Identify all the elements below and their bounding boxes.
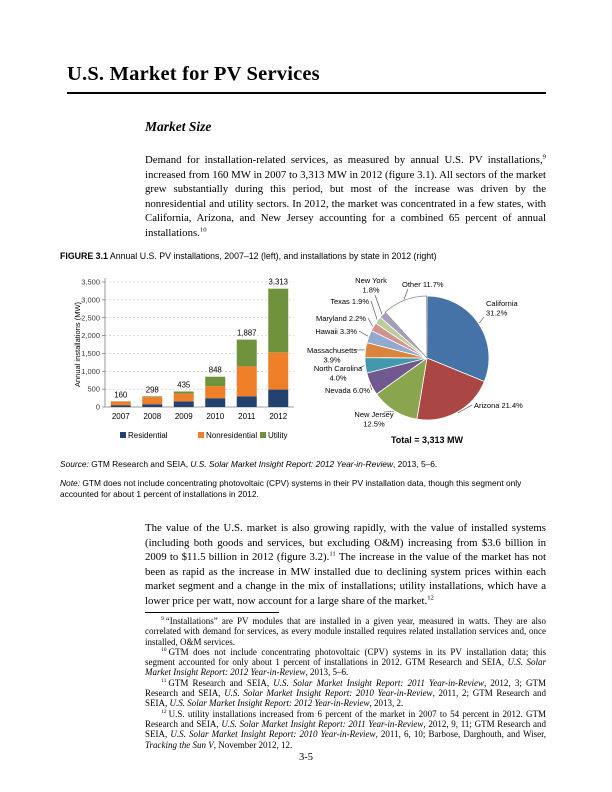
footnote-text: GTM Research and SEIA, U.S. Solar Market Insight Report: 2011 Year-in-Review, 2012, 3; GTM Research and SEIA, U.S. Solar Market Insight Report: 2010 Year-in-Review, 2011, 2; GTM Research and SEIA, U.S. Solar Market Insight Report: 2012 Year-in-Review, 2013, 2. bbox=[145, 677, 546, 709]
y-tick-label: 0 bbox=[95, 402, 100, 412]
bar-segment bbox=[237, 396, 257, 407]
footnote-text: GTM does not include concentrating photovoltaic (CPV) systems in its PV installation data; this segment accounted for only about 1 percent of installations in 2012. GTM Research and SEIA, U.S. Solar Market Insight Report: 2012 Year-in-Review, 2013, 5–6. bbox=[145, 646, 546, 678]
x-category-label: 2012 bbox=[269, 412, 288, 421]
legend-label: Residential bbox=[128, 431, 168, 440]
pie-slice-label: New Jersey bbox=[354, 410, 394, 419]
pie-slice-label: Arizona 21.4% bbox=[474, 401, 523, 410]
x-category-label: 2008 bbox=[143, 412, 162, 421]
pie-leader-line bbox=[371, 301, 377, 320]
y-tick-label: 500 bbox=[87, 384, 100, 394]
footnote bbox=[145, 616, 546, 647]
bar-segment bbox=[111, 402, 131, 406]
pie-leader-line bbox=[359, 331, 368, 336]
pie-slice-pct: 31.2% bbox=[486, 308, 508, 318]
footnote-marker: 10 bbox=[161, 646, 167, 653]
x-category-label: 2011 bbox=[238, 412, 256, 421]
y-tick-label: 2,000 bbox=[81, 331, 100, 341]
bar-total-label: 848 bbox=[208, 365, 222, 375]
title-rule bbox=[67, 92, 546, 94]
legend-label: Nonresidential bbox=[206, 431, 258, 440]
bar-segment bbox=[205, 398, 225, 407]
legend-swatch bbox=[260, 432, 266, 438]
footnote bbox=[145, 678, 546, 709]
footnote-rule bbox=[145, 612, 279, 613]
legend-label: Utility bbox=[268, 431, 288, 440]
x-category-label: 2010 bbox=[206, 412, 225, 421]
bar-total-label: 1,887 bbox=[236, 328, 257, 338]
source-line: Source: GTM Research and SEIA, U.S. Solar Market Insight Report: 2012 Year-in-Review, 2013, 5–6. bbox=[60, 459, 438, 469]
footnote bbox=[145, 647, 546, 678]
pie-total-label: Total = 3,313 MW bbox=[390, 435, 464, 445]
y-axis-title: Annual installations (MW) bbox=[73, 301, 82, 388]
bar-segment bbox=[237, 340, 257, 367]
pie-slice-label: California bbox=[486, 299, 518, 308]
bar-total-label: 160 bbox=[114, 390, 128, 400]
page-title: U.S. Market for PV Services bbox=[67, 63, 320, 85]
figure-caption bbox=[60, 251, 580, 261]
body-paragraph-1: Demand for installation-related services, as measured by annual U.S. PV installations,$^9$ increased from 160 MW in 2007 to 3,313 MW in 2012 (figure 3.1). All sectors of the market grew substantially during this period, but most of the increase was driven by the nonresidential and utility sectors. In 2012, the market was concentrated in a few states, with California, Arizona, and New Jersey accounting for a combined 65 percent of annual installations.$^{10}$ bbox=[145, 153, 546, 239]
pie-slice-label: Nevada 6.0% bbox=[324, 386, 370, 395]
bar-segment bbox=[268, 352, 288, 389]
bar-segment bbox=[174, 401, 194, 407]
bar-segment bbox=[174, 394, 194, 402]
footnote-marker: 12 bbox=[161, 708, 167, 715]
footnote-marker: 9 bbox=[161, 616, 164, 622]
pie-leader-line bbox=[479, 317, 484, 323]
legend-swatch bbox=[120, 432, 126, 438]
bar-total-label: 3,313 bbox=[268, 277, 289, 287]
pie-slice-label: New York bbox=[355, 276, 387, 285]
x-category-label: 2007 bbox=[111, 412, 130, 421]
pie-slice-label: Maryland 2.2% bbox=[315, 314, 366, 323]
bar-total-label: 435 bbox=[177, 380, 191, 390]
page-number: 3-5 bbox=[299, 752, 313, 763]
pie-slice-pct: 12.5% bbox=[363, 419, 385, 429]
pie-slice-label: Other 11.7% bbox=[402, 280, 444, 289]
bar-total-label: 298 bbox=[145, 385, 159, 395]
bar-segment bbox=[142, 396, 162, 397]
bar-chart bbox=[72, 272, 310, 454]
bar-segment bbox=[268, 289, 288, 353]
bar-segment bbox=[205, 377, 225, 386]
pie-slice-pct: 3.9% bbox=[323, 355, 341, 365]
bar-segment bbox=[237, 366, 257, 396]
pie-slice-pct: 4.0% bbox=[329, 373, 347, 383]
x-category-label: 2009 bbox=[174, 412, 193, 421]
bar-segment bbox=[205, 386, 225, 398]
footnote-block bbox=[145, 616, 546, 750]
y-tick-label: 3,000 bbox=[81, 295, 100, 305]
note-line: Note: GTM does not include concentrating photovoltaic (CPV) systems in their PV installation data, though this segment only accounted for about 1 percent of installations in 2012. bbox=[60, 478, 522, 499]
pie-slice-label: Hawaii 3.3% bbox=[315, 327, 357, 336]
y-tick-label: 1,000 bbox=[81, 366, 100, 376]
y-tick-label: 1,500 bbox=[81, 349, 100, 359]
footnote-text: U.S. utility installations increased from 6 percent of the market in 2007 to 54 percent in 2012. GTM Research and SEIA, U.S. Solar Market Insight Report: 2011 Year-in-Review, 2012, 9, 11; GTM Research and SEIA, U.S. Solar Market Insight Report: 2010 Year-in-Review, 2011, 6, 10; Barbose, Darghouth, and Wiser, Tracking the Sun V, November 2012, 12. bbox=[145, 708, 546, 750]
figure-caption-text: Annual U.S. PV installations, 2007–12 (left), and installations by state in 2012 (right) bbox=[109, 251, 437, 261]
body-paragraph-2: The value of the U.S. market is also growing rapidly, with the value of installed systems (including both goods and services, but excluding O&M) increasing from $3.6 billion in 2009 to $11.5 billion in 2012 (figure 3.2).$^{11}$ The increase in the value of the market has not been as rapid as the increase in MW installed due to declining system prices within each market segment and a change in the mix of installations; utility installations, which have a lower price per watt, now account for a large share of the market.$^{12}$ bbox=[145, 522, 546, 607]
pie-slice-label: Texas 1.9% bbox=[330, 297, 369, 306]
y-tick-label: 2,500 bbox=[81, 313, 100, 323]
y-tick-label: 3,500 bbox=[81, 277, 100, 287]
bar-segment bbox=[268, 390, 288, 407]
figure-caption-label: FIGURE 3.1 bbox=[60, 251, 108, 261]
pie-leader-line bbox=[368, 318, 373, 326]
pie-leader-line bbox=[375, 295, 382, 314]
footnote-text: “Installations” are PV modules that are installed in a given year, measured in watts. They are also correlated with demand for services, as every module installed requires related installation services and, once installed, O&M services. bbox=[145, 616, 546, 647]
bar-segment bbox=[142, 397, 162, 404]
pie-chart bbox=[300, 270, 562, 452]
pie-slice-pct: 1.8% bbox=[362, 285, 380, 295]
footnote bbox=[145, 709, 546, 750]
bar-segment bbox=[174, 391, 194, 393]
legend-swatch bbox=[198, 432, 204, 438]
bar-segment bbox=[111, 405, 131, 407]
pie-slice-label: North Carolina bbox=[313, 364, 363, 373]
pie-slice-label: Massachusetts bbox=[306, 346, 358, 355]
footnote-marker: 11 bbox=[161, 677, 167, 684]
pie-leader-line bbox=[404, 289, 408, 299]
section-heading: Market Size bbox=[145, 119, 212, 134]
bar-segment bbox=[142, 404, 162, 407]
